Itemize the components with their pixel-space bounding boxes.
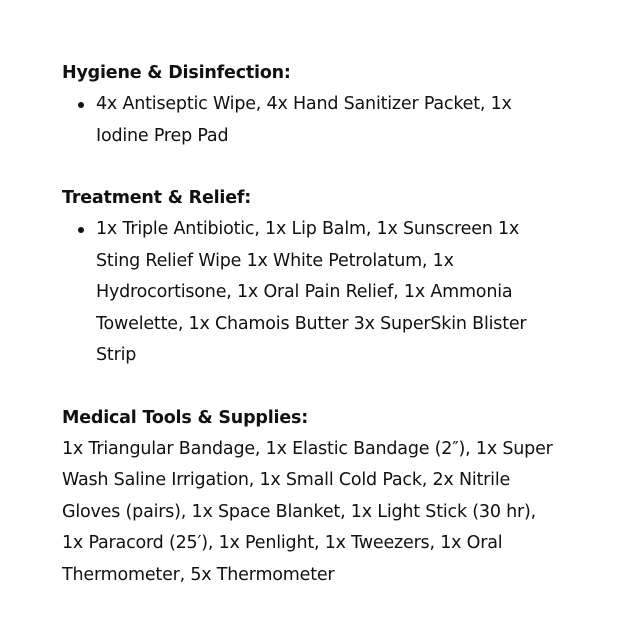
section-heading: Medical Tools & Supplies:	[62, 407, 308, 428]
document-body	[62, 58, 562, 622]
section-treatment	[62, 183, 562, 372]
list-item: 1x Triple Antibiotic, 1x Lip Balm, 1x Sunscreen 1x Sting Relief Wipe 1x White Petrolatum, 1x Hydrocortisone, 1x Oral Pain Relief, 1x Ammonia Towelette, 1x Chamois Butter 3x SuperSkin Blister Strip	[96, 214, 562, 372]
section-text: 1x Triangular Bandage, 1x Elastic Bandage (2″), 1x Super Wash Saline Irrigation, 1x Small Cold Pack, 2x Nitrile Gloves (pairs), 1x Space Blanket, 1x Light Stick (30 hr), 1x Paracord (25′), 1x Penlight, 1x Tweezers, 1x Oral Thermometer, 5x Thermometer	[62, 438, 553, 585]
section-medical-tools	[62, 403, 562, 592]
item-list	[62, 89, 562, 152]
item-list	[62, 214, 562, 372]
section-hygiene	[62, 58, 562, 152]
section-heading: Treatment & Relief:	[62, 188, 252, 208]
list-item: 4x Antiseptic Wipe, 4x Hand Sanitizer Packet, 1x Iodine Prep Pad	[96, 89, 562, 152]
section-heading: Hygiene & Disinfection:	[62, 63, 291, 83]
